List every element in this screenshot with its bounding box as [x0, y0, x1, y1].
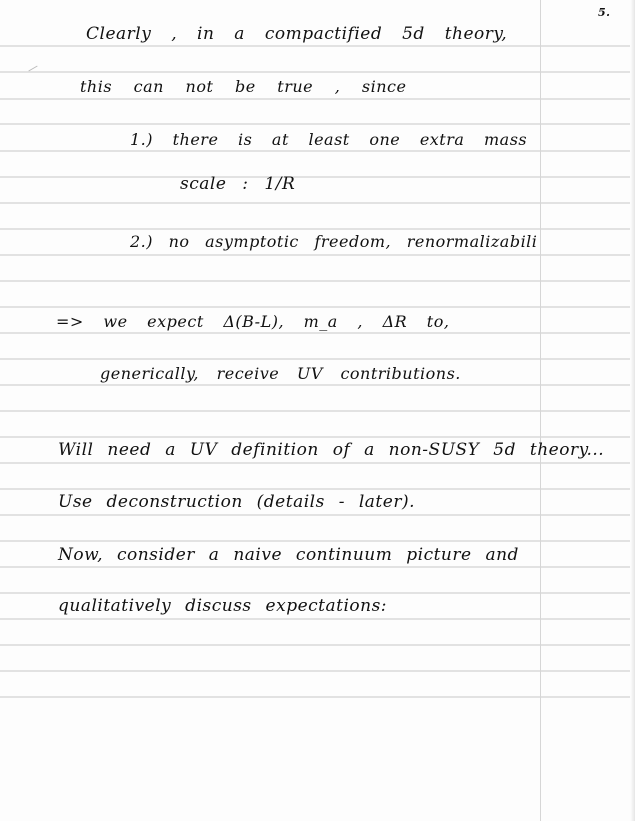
note-line-5: 2.) no asymptotic freedom, renormalizabili	[130, 232, 538, 251]
note-line-8: Will need a UV definition of a non-SUSY 5d theory...	[58, 440, 605, 460]
note-line-6: => we expect Δ(B-L), m_a , ΔR to,	[56, 312, 450, 331]
page-edge-shadow	[630, 0, 635, 821]
margin-line	[540, 0, 541, 821]
note-line-11: qualitatively discuss expectations:	[58, 596, 388, 616]
note-line-7: generically, receive UV contributions.	[100, 364, 461, 383]
note-line-2: this can not be true , since	[80, 77, 407, 96]
note-line-4: scale : 1/R	[180, 174, 296, 194]
note-line-3: 1.) there is at least one extra mass	[130, 130, 528, 149]
note-line-1: Clearly , in a compactified 5d theory,	[86, 24, 508, 44]
page-number: 5.	[598, 6, 611, 19]
note-line-9: Use deconstruction (details - later).	[58, 492, 415, 512]
note-line-10: Now, consider a naive continuum picture and	[58, 545, 519, 565]
